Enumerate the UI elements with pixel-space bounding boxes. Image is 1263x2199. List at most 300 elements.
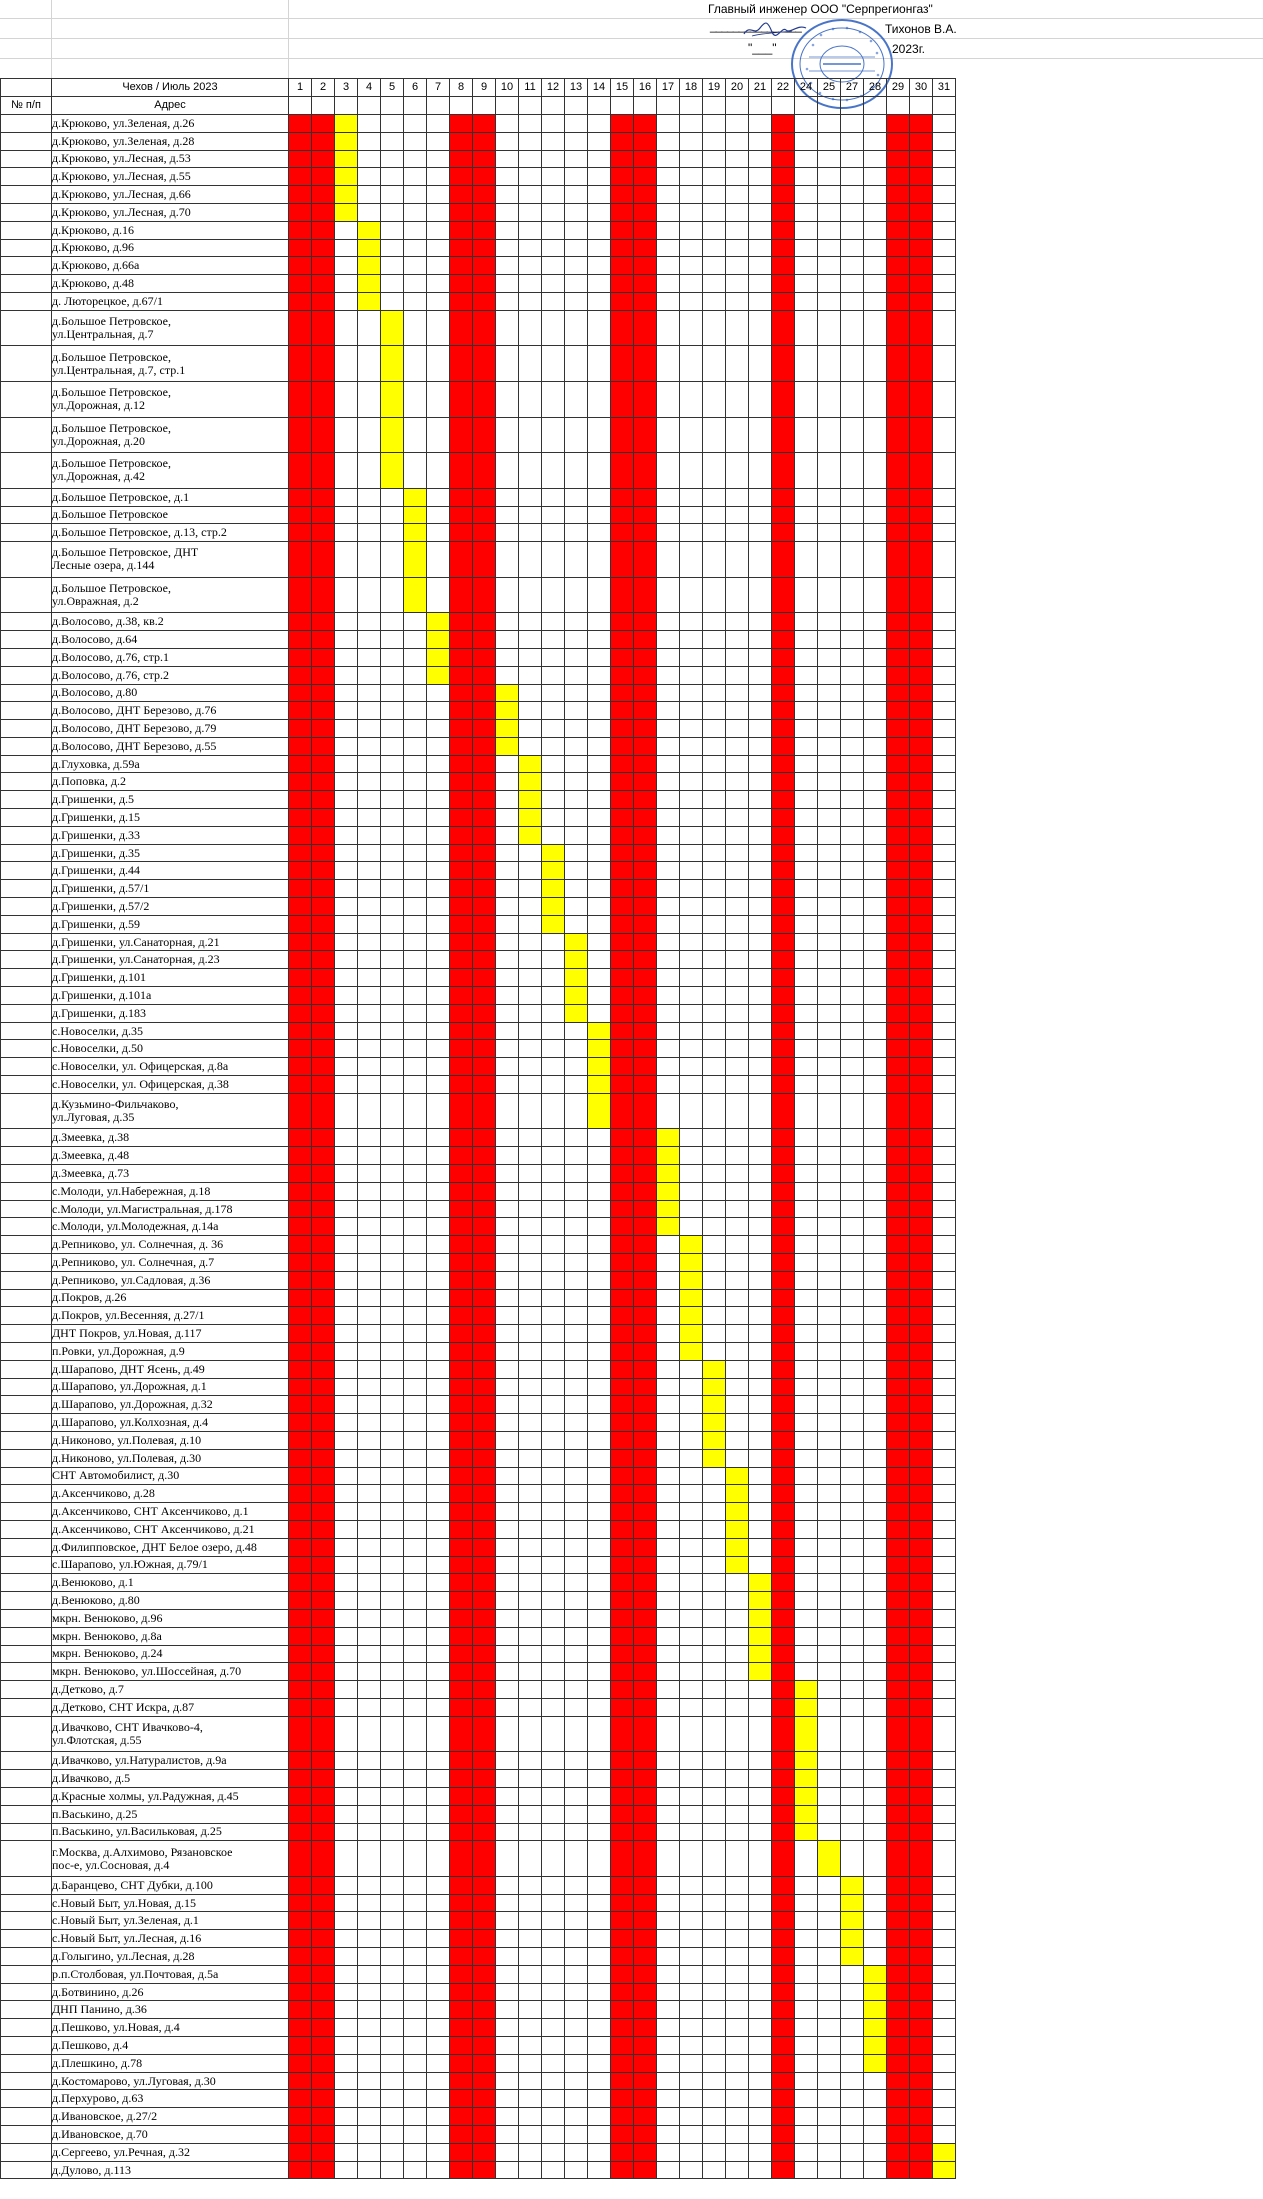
day-cell	[588, 1912, 611, 1930]
weekend-cell	[312, 1040, 335, 1058]
day-cell	[358, 1574, 381, 1592]
day-cell	[519, 1200, 542, 1218]
day-cell	[680, 1574, 703, 1592]
weekend-cell	[450, 132, 473, 150]
day-cell	[542, 577, 565, 613]
address-cell	[52, 292, 289, 310]
day-cell	[795, 1254, 818, 1272]
day-cell	[542, 1912, 565, 1930]
weekend-cell	[450, 542, 473, 578]
day-cell	[933, 1645, 956, 1663]
weekend-cell	[772, 221, 795, 239]
day-cell	[864, 1948, 887, 1966]
address-cell	[52, 1289, 289, 1307]
day-cell	[703, 239, 726, 257]
day-cell	[818, 631, 841, 649]
weekend-cell	[473, 1076, 496, 1094]
day-cell	[864, 1823, 887, 1841]
weekend-cell	[450, 613, 473, 631]
day-cell	[358, 1396, 381, 1414]
weekend-cell	[887, 453, 910, 489]
day-cell	[427, 488, 450, 506]
address-line: д.Волосово, д.76, стр.2	[52, 667, 169, 682]
day-cell	[404, 2090, 427, 2108]
day-header: 29	[887, 79, 910, 97]
day-cell	[519, 1147, 542, 1165]
day-cell	[542, 1076, 565, 1094]
day-cell	[818, 684, 841, 702]
weekend-cell	[772, 844, 795, 862]
scheduled-day-cell	[496, 702, 519, 720]
day-cell	[519, 1876, 542, 1894]
sheet-gridline	[0, 38, 1263, 39]
address-cell	[52, 2054, 289, 2072]
day-cell	[542, 613, 565, 631]
day-cell	[703, 1876, 726, 1894]
row-number-cell	[1, 773, 52, 791]
weekend-cell	[772, 1770, 795, 1788]
day-cell	[404, 684, 427, 702]
weekend-cell	[910, 1592, 933, 1610]
day-cell	[795, 1663, 818, 1681]
scheduled-day-cell	[680, 1325, 703, 1343]
day-cell	[680, 791, 703, 809]
weekend-cell	[887, 577, 910, 613]
day-cell	[864, 2090, 887, 2108]
day-cell	[358, 666, 381, 684]
day-cell	[335, 880, 358, 898]
day-cell	[404, 1520, 427, 1538]
day-cell	[496, 488, 519, 506]
day-cell	[841, 1200, 864, 1218]
weekend-cell	[473, 1218, 496, 1236]
weekend-cell	[611, 1093, 634, 1129]
day-cell	[749, 1236, 772, 1254]
day-cell	[841, 720, 864, 738]
day-cell	[864, 115, 887, 133]
address-line: д.Костомарово, ул.Луговая, д.30	[52, 2073, 216, 2088]
day-cell	[726, 826, 749, 844]
day-cell	[335, 1236, 358, 1254]
day-cell	[496, 1342, 519, 1360]
row-number-cell	[1, 1467, 52, 1485]
row-number-cell	[1, 844, 52, 862]
day-cell	[565, 1574, 588, 1592]
day-cell	[427, 1342, 450, 1360]
weekend-cell	[910, 506, 933, 524]
scheduled-day-cell	[427, 613, 450, 631]
weekend-cell	[450, 1040, 473, 1058]
day-cell	[726, 915, 749, 933]
day-cell	[496, 1912, 519, 1930]
table-row	[1, 1307, 956, 1325]
scheduled-day-cell	[542, 880, 565, 898]
day-cell	[565, 1040, 588, 1058]
table-row	[1, 1823, 956, 1841]
day-cell	[680, 915, 703, 933]
day-cell	[404, 720, 427, 738]
day-cell	[588, 1645, 611, 1663]
day-cell	[335, 1325, 358, 1343]
day-cell	[749, 1129, 772, 1147]
address-line: д.Аксенчиково, СНТ Аксенчиково, д.1	[52, 1504, 249, 1519]
day-cell	[726, 1965, 749, 1983]
row-number-cell	[1, 1556, 52, 1574]
day-cell	[496, 2019, 519, 2037]
weekend-cell	[450, 737, 473, 755]
day-cell	[726, 168, 749, 186]
day-cell	[726, 488, 749, 506]
day-cell	[864, 488, 887, 506]
day-cell	[404, 2143, 427, 2161]
row-number-cell	[1, 1342, 52, 1360]
day-cell	[335, 1574, 358, 1592]
day-cell	[864, 1307, 887, 1325]
address-line: д.Гришенки, д.5	[52, 792, 135, 807]
scheduled-day-cell	[519, 791, 542, 809]
day-cell	[335, 720, 358, 738]
weekend-cell	[450, 1076, 473, 1094]
day-cell	[358, 1609, 381, 1627]
weekend-cell	[887, 1716, 910, 1752]
day-cell	[565, 1823, 588, 1841]
day-cell	[703, 1342, 726, 1360]
weekend-cell	[473, 1129, 496, 1147]
weekend-cell	[772, 2054, 795, 2072]
day-cell	[703, 488, 726, 506]
day-cell	[588, 1930, 611, 1948]
sheet-gridline	[288, 0, 289, 78]
address-line: мкрн. Венюково, д.24	[52, 1646, 163, 1661]
day-cell	[933, 1058, 956, 1076]
weekend-cell	[289, 826, 312, 844]
weekend-cell	[450, 1912, 473, 1930]
day-cell	[496, 577, 519, 613]
weekend-cell	[312, 310, 335, 346]
day-cell	[818, 1787, 841, 1805]
day-cell	[749, 737, 772, 755]
day-cell	[726, 1841, 749, 1877]
day-cell	[519, 1574, 542, 1592]
day-cell	[519, 221, 542, 239]
day-cell	[795, 1022, 818, 1040]
day-cell	[588, 346, 611, 382]
day-cell	[358, 506, 381, 524]
day-cell	[519, 524, 542, 542]
day-cell	[703, 2090, 726, 2108]
weekend-cell	[887, 1254, 910, 1272]
day-cell	[588, 1147, 611, 1165]
weekend-cell	[772, 1414, 795, 1432]
day-cell	[841, 1841, 864, 1877]
weekend-cell	[312, 1965, 335, 1983]
weekend-cell	[887, 275, 910, 293]
day-cell	[795, 310, 818, 346]
weekend-cell	[887, 1307, 910, 1325]
day-cell	[588, 1360, 611, 1378]
address-line: с.Новоселки, д.50	[52, 1041, 144, 1056]
day-cell	[496, 239, 519, 257]
day-cell	[496, 186, 519, 204]
day-cell	[542, 1823, 565, 1841]
day-cell	[703, 737, 726, 755]
day-cell	[358, 132, 381, 150]
day-cell	[519, 1716, 542, 1752]
weekend-cell	[473, 2090, 496, 2108]
weekend-cell	[450, 2126, 473, 2144]
day-cell	[588, 951, 611, 969]
weekend-cell	[312, 1609, 335, 1627]
weekend-cell	[634, 1930, 657, 1948]
weekend-cell	[910, 1040, 933, 1058]
day-cell	[864, 1218, 887, 1236]
address-cell	[52, 1396, 289, 1414]
day-cell	[496, 1698, 519, 1716]
day-cell	[542, 1147, 565, 1165]
address-cell	[52, 1965, 289, 1983]
weekend-cell	[289, 1218, 312, 1236]
day-cell	[335, 1770, 358, 1788]
day-cell	[335, 1663, 358, 1681]
day-cell	[864, 1040, 887, 1058]
weekend-cell	[611, 1004, 634, 1022]
weekend-cell	[611, 1360, 634, 1378]
day-cell	[565, 506, 588, 524]
weekend-cell	[450, 1307, 473, 1325]
day-cell	[795, 1289, 818, 1307]
day-header: 6	[404, 79, 427, 97]
weekend-cell	[289, 132, 312, 150]
day-cell	[519, 1467, 542, 1485]
day-cell	[864, 1698, 887, 1716]
day-cell	[381, 951, 404, 969]
day-cell	[335, 809, 358, 827]
row-number-cell	[1, 1325, 52, 1343]
weekend-cell	[473, 1254, 496, 1272]
day-cell	[818, 1076, 841, 1094]
weekend-cell	[611, 186, 634, 204]
day-cell	[864, 737, 887, 755]
day-cell	[933, 773, 956, 791]
weekend-cell	[450, 898, 473, 916]
weekend-cell	[611, 577, 634, 613]
day-cell	[818, 1129, 841, 1147]
day-cell	[657, 1431, 680, 1449]
day-cell	[864, 2161, 887, 2179]
day-cell	[749, 453, 772, 489]
weekend-cell	[289, 2090, 312, 2108]
weekend-cell	[450, 1396, 473, 1414]
weekend-cell	[611, 1414, 634, 1432]
day-cell	[542, 1431, 565, 1449]
weekend-cell	[450, 1289, 473, 1307]
weekend-cell	[772, 1093, 795, 1129]
day-cell	[726, 1307, 749, 1325]
day-cell	[703, 1823, 726, 1841]
weekend-cell	[772, 1342, 795, 1360]
day-cell	[933, 1022, 956, 1040]
table-row	[1, 1681, 956, 1699]
scheduled-day-cell	[795, 1752, 818, 1770]
address-line: д.Крюково, д.16	[52, 222, 134, 237]
day-header-blank	[381, 97, 404, 115]
weekend-cell	[772, 951, 795, 969]
row-number-cell	[1, 1200, 52, 1218]
address-line: д.Никоново, ул.Полевая, д.10	[52, 1432, 202, 1447]
day-cell	[381, 115, 404, 133]
day-cell	[335, 2054, 358, 2072]
address-line: п.Васькино, д.25	[52, 1806, 138, 1821]
address-cell	[52, 1165, 289, 1183]
day-cell	[427, 275, 450, 293]
day-cell	[795, 1912, 818, 1930]
weekend-cell	[910, 1787, 933, 1805]
address-cell	[52, 2072, 289, 2090]
table-row	[1, 417, 956, 453]
day-cell	[358, 791, 381, 809]
day-cell	[588, 115, 611, 133]
day-cell	[496, 951, 519, 969]
weekend-cell	[312, 666, 335, 684]
weekend-cell	[772, 1805, 795, 1823]
scheduled-day-cell	[335, 150, 358, 168]
day-cell	[519, 1930, 542, 1948]
weekend-cell	[910, 613, 933, 631]
weekend-cell	[634, 1289, 657, 1307]
day-cell	[933, 506, 956, 524]
address-line: ул.Центральная, д.7	[52, 327, 154, 342]
day-cell	[657, 1378, 680, 1396]
day-cell	[404, 2072, 427, 2090]
day-cell	[657, 737, 680, 755]
day-cell	[933, 1948, 956, 1966]
day-cell	[818, 2108, 841, 2126]
weekend-cell	[634, 524, 657, 542]
weekend-cell	[450, 1449, 473, 1467]
day-cell	[726, 257, 749, 275]
weekend-cell	[634, 2090, 657, 2108]
weekend-cell	[910, 951, 933, 969]
day-cell	[657, 666, 680, 684]
day-cell	[680, 2090, 703, 2108]
day-cell	[933, 150, 956, 168]
address-cell	[52, 1841, 289, 1877]
day-cell	[565, 844, 588, 862]
table-row	[1, 1894, 956, 1912]
weekend-cell	[910, 1930, 933, 1948]
day-cell	[496, 2161, 519, 2179]
row-number-cell	[1, 1912, 52, 1930]
day-cell	[818, 203, 841, 221]
day-cell	[841, 684, 864, 702]
weekend-cell	[910, 915, 933, 933]
scheduled-day-cell	[841, 1876, 864, 1894]
day-cell	[358, 150, 381, 168]
day-cell	[818, 987, 841, 1005]
day-cell	[381, 1698, 404, 1716]
day-header: 12	[542, 79, 565, 97]
day-cell	[703, 381, 726, 417]
weekend-cell	[611, 1058, 634, 1076]
day-cell	[381, 1289, 404, 1307]
day-cell	[565, 1948, 588, 1966]
weekend-cell	[289, 1076, 312, 1094]
weekend-cell	[611, 915, 634, 933]
day-cell	[358, 1414, 381, 1432]
weekend-cell	[772, 684, 795, 702]
table-row	[1, 488, 956, 506]
weekend-cell	[611, 1485, 634, 1503]
day-cell	[496, 1414, 519, 1432]
day-header-blank	[703, 97, 726, 115]
weekend-cell	[473, 1681, 496, 1699]
day-cell	[864, 1876, 887, 1894]
day-cell	[680, 1165, 703, 1183]
address-line: д.Крюково, ул.Зеленая, д.26	[52, 115, 195, 130]
day-cell	[841, 1129, 864, 1147]
day-cell	[841, 1752, 864, 1770]
day-header: 8	[450, 79, 473, 97]
address-line: д.Гришенки, д.183	[52, 1005, 147, 1020]
day-cell	[933, 453, 956, 489]
weekend-cell	[887, 132, 910, 150]
address-cell	[52, 915, 289, 933]
day-cell	[933, 915, 956, 933]
day-cell	[703, 1022, 726, 1040]
day-cell	[680, 2001, 703, 2019]
scheduled-day-cell	[864, 2054, 887, 2072]
day-cell	[358, 1876, 381, 1894]
weekend-cell	[450, 773, 473, 791]
weekend-cell	[312, 2126, 335, 2144]
day-cell	[795, 826, 818, 844]
weekend-cell	[887, 1093, 910, 1129]
day-cell	[680, 1965, 703, 1983]
day-cell	[381, 1983, 404, 2001]
day-cell	[519, 1271, 542, 1289]
weekend-cell	[473, 915, 496, 933]
day-cell	[818, 1414, 841, 1432]
address-cell	[52, 755, 289, 773]
day-cell	[841, 2126, 864, 2144]
day-cell	[519, 1538, 542, 1556]
day-cell	[588, 2126, 611, 2144]
weekend-cell	[450, 1663, 473, 1681]
day-cell	[404, 1770, 427, 1788]
weekend-cell	[450, 1556, 473, 1574]
day-cell	[542, 186, 565, 204]
day-cell	[864, 1609, 887, 1627]
day-cell	[818, 186, 841, 204]
day-cell	[588, 239, 611, 257]
day-cell	[335, 1093, 358, 1129]
day-cell	[657, 1360, 680, 1378]
weekend-cell	[634, 1912, 657, 1930]
weekend-cell	[611, 1965, 634, 1983]
day-cell	[496, 1752, 519, 1770]
day-cell	[427, 933, 450, 951]
day-cell	[496, 2143, 519, 2161]
weekend-cell	[634, 488, 657, 506]
day-cell	[657, 2108, 680, 2126]
day-cell	[335, 221, 358, 239]
weekend-cell	[634, 737, 657, 755]
weekend-cell	[910, 1129, 933, 1147]
weekend-cell	[450, 1218, 473, 1236]
table-row	[1, 1805, 956, 1823]
day-cell	[657, 168, 680, 186]
day-cell	[726, 1930, 749, 1948]
